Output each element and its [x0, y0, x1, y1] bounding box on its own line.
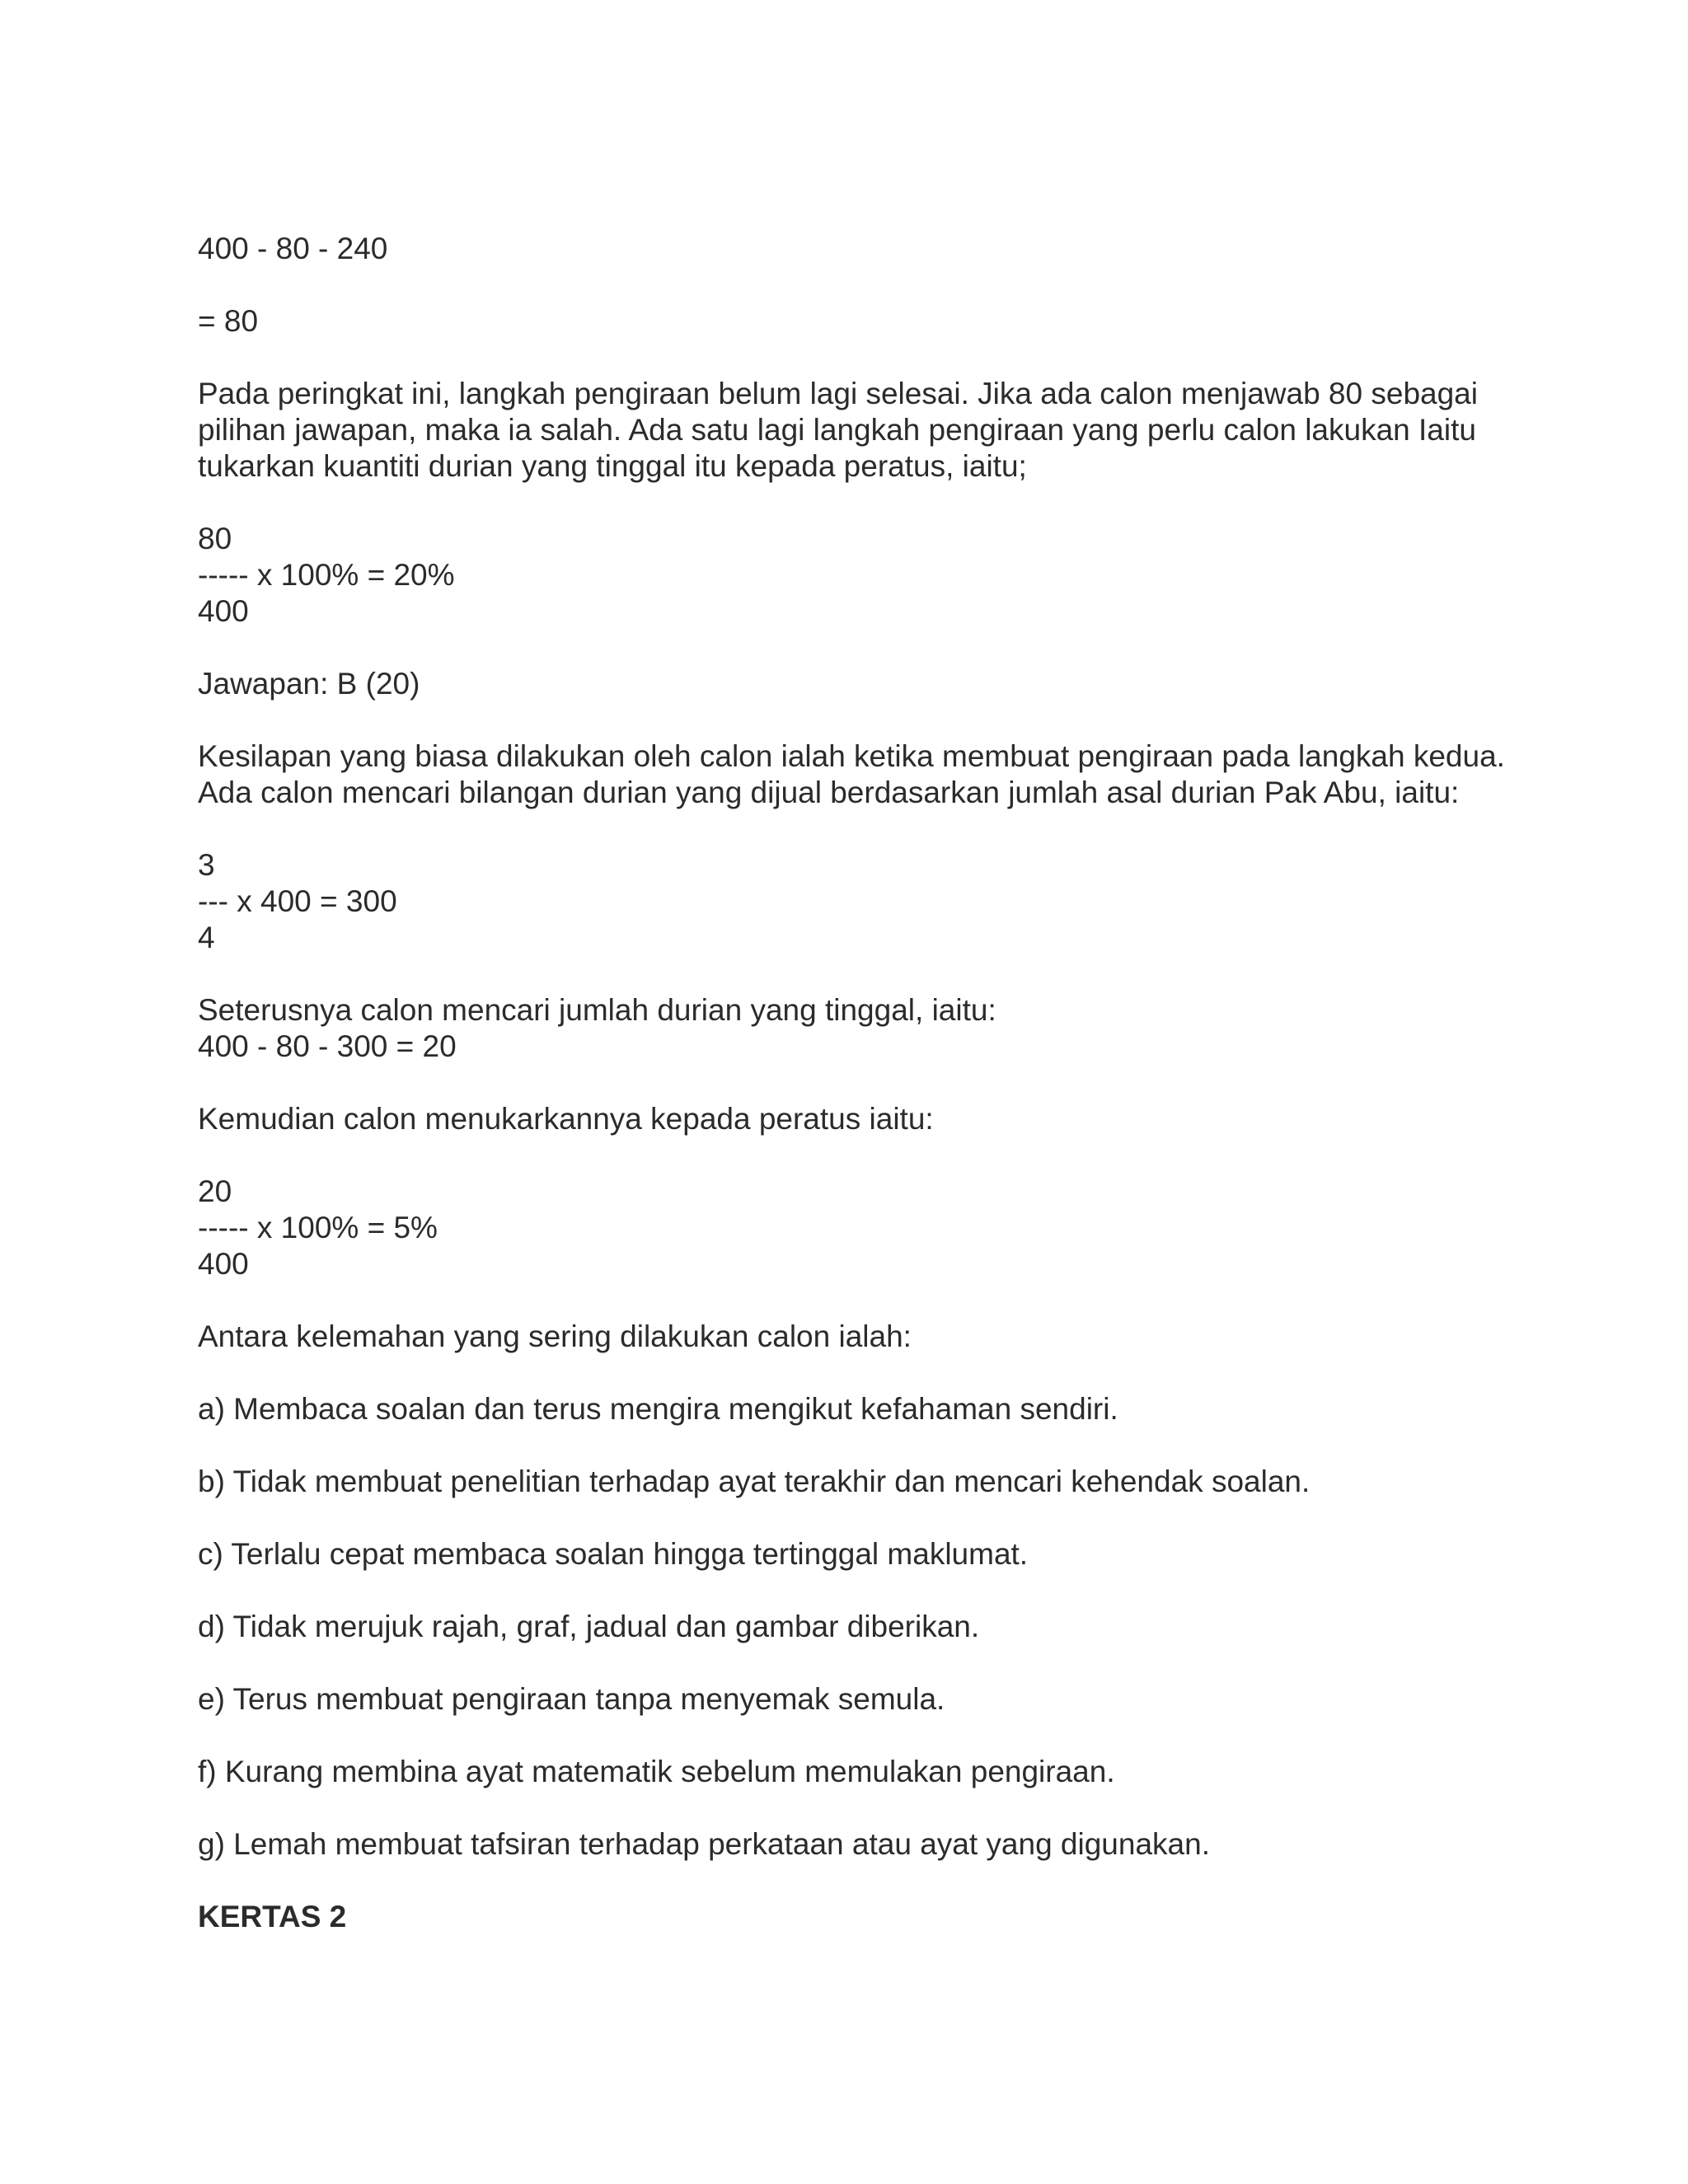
paragraph-explanation: Pada peringkat ini, langkah pengiraan belum lagi selesai. Jika ada calon menjawab 80 sebagai pilihan jawapan, maka ia salah. Ada satu lagi langkah pengiraan yang perlu calon lakukan Iaitu tukarkan kuantiti durian yang tinggal itu kepada peratus, iaitu; [198, 377, 1478, 483]
fraction-percent-5 [198, 1174, 1517, 1282]
answer-text: Jawapan: B (20) [198, 667, 420, 701]
list-item: a) Membaca soalan dan terus mengira mengikut kefahaman sendiri. [198, 1392, 1118, 1426]
calculation-step [198, 231, 1517, 267]
fraction-numerator: 80 [198, 522, 232, 555]
section-heading: KERTAS 2 [198, 1900, 347, 1933]
list-item: c) Terlalu cepat membaca soalan hingga tertinggal maklumat. [198, 1537, 1029, 1571]
calculation-line: 400 - 80 - 240 [198, 232, 388, 265]
document-page [198, 231, 1517, 1971]
calculation-result [198, 303, 1517, 340]
fraction-denominator: 4 [198, 921, 215, 954]
fraction-denominator: 400 [198, 1247, 249, 1281]
text-line: Kemudian calon menukarkannya kepada peratus iaitu: [198, 1102, 934, 1136]
answer-line [198, 666, 1517, 702]
fraction-numerator: 20 [198, 1174, 232, 1208]
fraction-expression: ----- x 100% = 5% [198, 1211, 438, 1244]
fraction-three-quarters [198, 847, 1517, 956]
list-item: g) Lemah membuat tafsiran terhadap perkataan atau ayat yang digunakan. [198, 1827, 1210, 1861]
fraction-numerator: 3 [198, 848, 215, 882]
calculation-line: 400 - 80 - 300 = 20 [198, 1029, 457, 1063]
fraction-percent-20 [198, 521, 1517, 630]
fraction-denominator: 400 [198, 594, 249, 628]
result-line: = 80 [198, 304, 259, 338]
weakness-list [198, 1391, 1517, 1863]
list-item: e) Terus membuat pengiraan tanpa menyemak semula. [198, 1682, 945, 1716]
paragraph-convert [198, 1101, 1517, 1137]
fraction-expression: ----- x 100% = 20% [198, 558, 455, 592]
fraction-expression: --- x 400 = 300 [198, 884, 397, 918]
paragraph-remaining [198, 992, 1517, 1065]
paragraph-weaknesses-intro [198, 1319, 1517, 1355]
text-line: Seterusnya calon mencari jumlah durian yang tinggal, iaitu: [198, 993, 996, 1027]
text-line: Antara kelemahan yang sering dilakukan calon ialah: [198, 1319, 912, 1353]
list-item: f) Kurang membina ayat matematik sebelum memulakan pengiraan. [198, 1755, 1115, 1788]
list-item: d) Tidak merujuk rajah, graf, jadual dan gambar diberikan. [198, 1610, 980, 1643]
list-item: b) Tidak membuat penelitian terhadap ayat terakhir dan mencari kehendak soalan. [198, 1465, 1311, 1498]
paragraph-common-mistake: Kesilapan yang biasa dilakukan oleh calon ialah ketika membuat pengiraan pada langkah kedua. Ada calon mencari bilangan durian yang dijual berdasarkan jumlah asal durian Pak Abu, iaitu: [198, 739, 1505, 809]
